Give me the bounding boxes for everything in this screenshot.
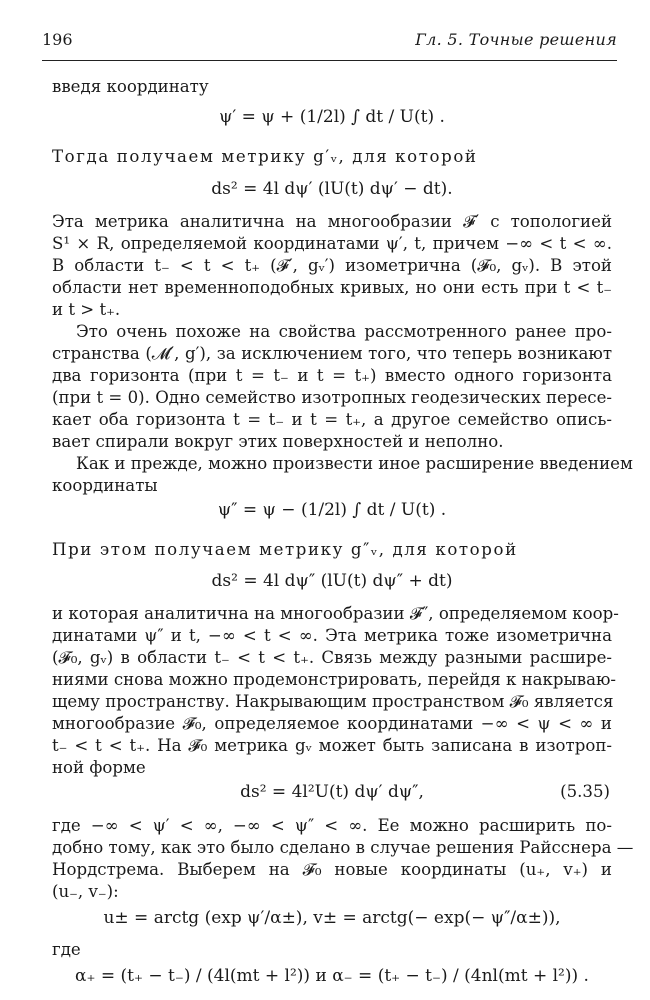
text-line: и t > t₊. — [52, 300, 121, 319]
text-line: ниями снова можно продемонстрировать, перейдя к накрываю- — [52, 670, 617, 689]
text-line: t₋ < t < t₊. На 𝓕̃₀ метрика gᵥ может быть записана в изотроп- — [52, 736, 612, 755]
equation: α₊ = (t₊ − t₋) / (4l(mt + l²)) и α₋ = (t₊ − t₋) / (4nl(mt + l²)) . — [75, 966, 589, 986]
text-line: динатами ψ″ и t, −∞ < t < ∞. Эта метрика тоже изометрична — [52, 626, 612, 645]
text-line: ной форме — [52, 758, 146, 777]
equation: ψ′ = ψ + (1/2l) ∫ dt / U(t) . — [219, 107, 445, 127]
equation: u± = arctg (exp ψ′/α±), v± = arctg(− exp(− ψ″/α±)), — [103, 908, 561, 928]
equation: ds² = 4l dψ″ (lU(t) dψ″ + dt) — [211, 571, 453, 591]
running-title: Гл. 5. Точные решения — [415, 30, 617, 49]
text-line: добно тому, как это было сделано в случае решения Райсснера — — [52, 838, 634, 857]
text-line: При этом получаем метрику g″ᵥ, для которой — [52, 540, 518, 559]
header-rule — [42, 60, 617, 61]
text-line: Это очень похоже на свойства рассмотренного ранее про- — [76, 322, 612, 341]
text-line: (𝓕₀, gᵥ) в области t₋ < t < t₊. Связь между разными расшире- — [52, 648, 612, 667]
text-line: (u₋, v₋): — [52, 882, 119, 901]
text-line: Нордстрема. Выберем на 𝓕₀ новые координаты (u₊, v₊) и — [52, 860, 612, 879]
text-line: В области t₋ < t < t₊ (𝓕′, gᵥ′) изометрична (𝓕₀, gᵥ). В этой — [52, 256, 612, 275]
text-line: где −∞ < ψ′ < ∞, −∞ < ψ″ < ∞. Ее можно расширить по- — [52, 816, 612, 835]
text-line: Эта метрика аналитична на многообразии 𝓕′ с топологией — [52, 212, 612, 231]
text-line: странства (𝓜′, g′), за исключением того, что теперь возникают — [52, 344, 612, 363]
page-number: 196 — [42, 30, 73, 49]
equation: ψ″ = ψ − (1/2l) ∫ dt / U(t) . — [217, 500, 447, 520]
text-line: введя координату — [52, 77, 209, 96]
equation: ds² = 4l dψ′ (lU(t) dψ′ − dt). — [211, 179, 453, 199]
text-line: многообразие 𝓕̃₀, определяемое координатами −∞ < ψ < ∞ и — [52, 714, 612, 733]
text-line: и которая аналитична на многообразии 𝓕″, определяемом коор- — [52, 604, 619, 623]
equation-number: (5.35) — [560, 782, 610, 801]
text-line: (при t = 0). Одно семейство изотропных геодезических пересе- — [52, 388, 613, 407]
text-line: координаты — [52, 476, 158, 495]
text-line: два горизонта (при t = t₋ и t = t₊) вместо одного горизонта — [52, 366, 612, 385]
text-line: вает спирали вокруг этих поверхностей и неполно. — [52, 432, 504, 451]
equation: ds² = 4l²U(t) dψ′ dψ″, — [240, 782, 424, 802]
text-line: Как и прежде, можно произвести иное расширение введением — [76, 454, 633, 473]
text-line: области нет временноподобных кривых, но они есть при t < t₋ — [52, 278, 612, 297]
text-line: щему пространству. Накрывающим пространством 𝓕₀ является — [52, 692, 614, 711]
text-line: где — [52, 940, 81, 959]
text-line: S¹ × R, определяемой координатами ψ′, t, причем −∞ < t < ∞. — [52, 234, 612, 253]
text-line: Тогда получаем метрику g′ᵥ, для которой — [52, 147, 478, 166]
page-header — [42, 30, 617, 56]
text-line: кает оба горизонта t = t₋ и t = t₊, а другое семейство опись- — [52, 410, 612, 429]
